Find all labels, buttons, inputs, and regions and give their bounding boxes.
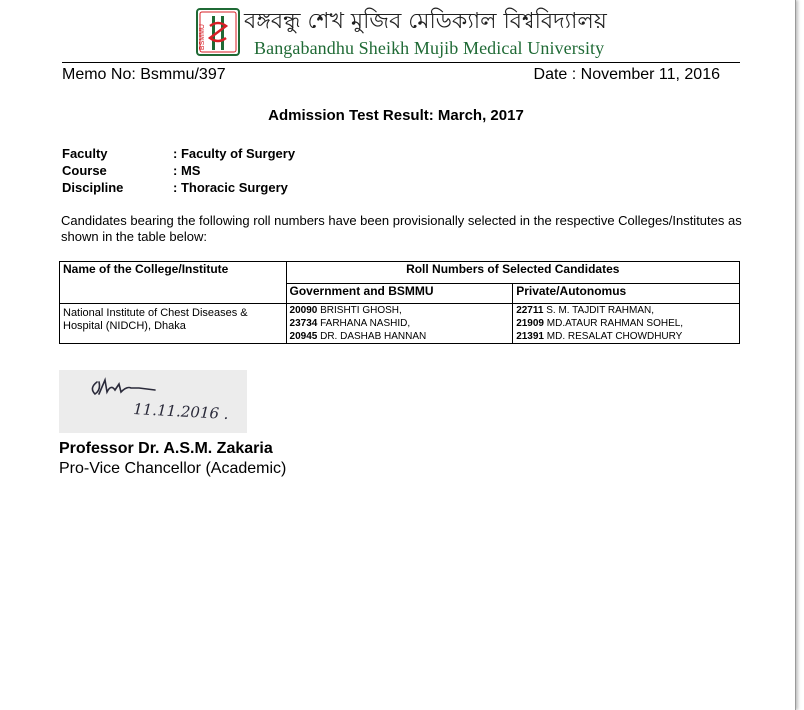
university-name-bangla: বঙ্গবন্ধু শেখ মুজিব মেডিক্যাল বিশ্ববিদ্যালয় [244,9,607,34]
table-row [60,304,740,344]
university-logo [196,8,240,56]
candidate-entry [290,317,510,330]
candidate-name: DR. DASHAB HANNAN [320,331,427,342]
candidate-name: MD.ATAUR RAHMAN SOHEL, [546,318,684,329]
candidate-entry [290,304,510,317]
candidate-name: S. M. TAJDIT RAHMAN, [546,305,655,316]
candidate-entry [290,330,510,343]
private-candidates [513,304,740,344]
svg-text:BSMMU: BSMMU [199,24,206,51]
candidate-name: MD. RESALAT CHOWDHURY [546,331,683,342]
svg-text:11.11.2016 .: 11.11.2016 . [132,400,230,423]
header-institute: Name of the College/Institute [60,262,287,304]
candidate-entry [516,317,736,330]
institute-name: National Institute of Chest Diseases & Hospital (NIDCH), Dhaka [60,304,287,344]
memo-number: Memo No: Bsmmu/397 [62,66,226,83]
intro-paragraph: Candidates bearing the following roll numbers have been provisionally selected in the respective Colleges/Institutes as shown in the table below: [61,213,742,244]
header-roll-numbers: Roll Numbers of Selected Candidates [286,262,739,284]
meta-row-faculty [62,146,295,163]
results-table [59,261,740,344]
signature-image [59,370,247,433]
header-private: Private/Autonomus [513,284,740,304]
meta-value: : MS [173,163,201,178]
meta-label: Course [62,163,107,178]
signatory-title: Pro-Vice Chancellor (Academic) [59,460,287,477]
roll-number: 22711 [516,305,544,316]
roll-number: 21909 [516,318,544,329]
meta-value: : Faculty of Surgery [173,146,296,161]
candidate-entry [516,330,736,343]
roll-number: 20090 [289,305,318,316]
header-government: Government and BSMMU [286,284,513,304]
roll-number: 21391 [516,331,544,342]
signatory-name: Professor Dr. A.S.M. Zakaria [59,440,273,457]
meta-label: Discipline [62,180,124,195]
meta-value: : Thoracic Surgery [173,180,288,195]
memo-date: Date : November 11, 2016 [533,66,720,83]
roll-number: 20945 [289,331,318,342]
candidate-name: BRISHTI GHOSH, [320,305,402,316]
meta-row-discipline [62,180,295,197]
meta-label: Faculty [62,146,108,161]
candidate-name: FARHANA NASHID, [320,318,411,329]
roll-number: 23734 [289,318,318,329]
document-title: Admission Test Result: March, 2017 [268,107,524,124]
candidate-entry [516,304,736,317]
government-candidates [286,304,513,344]
university-name-english: Bangabandhu Sheikh Mujib Medical University [254,38,605,58]
course-details [62,146,295,197]
meta-row-course [62,163,295,180]
header-divider [62,62,740,63]
